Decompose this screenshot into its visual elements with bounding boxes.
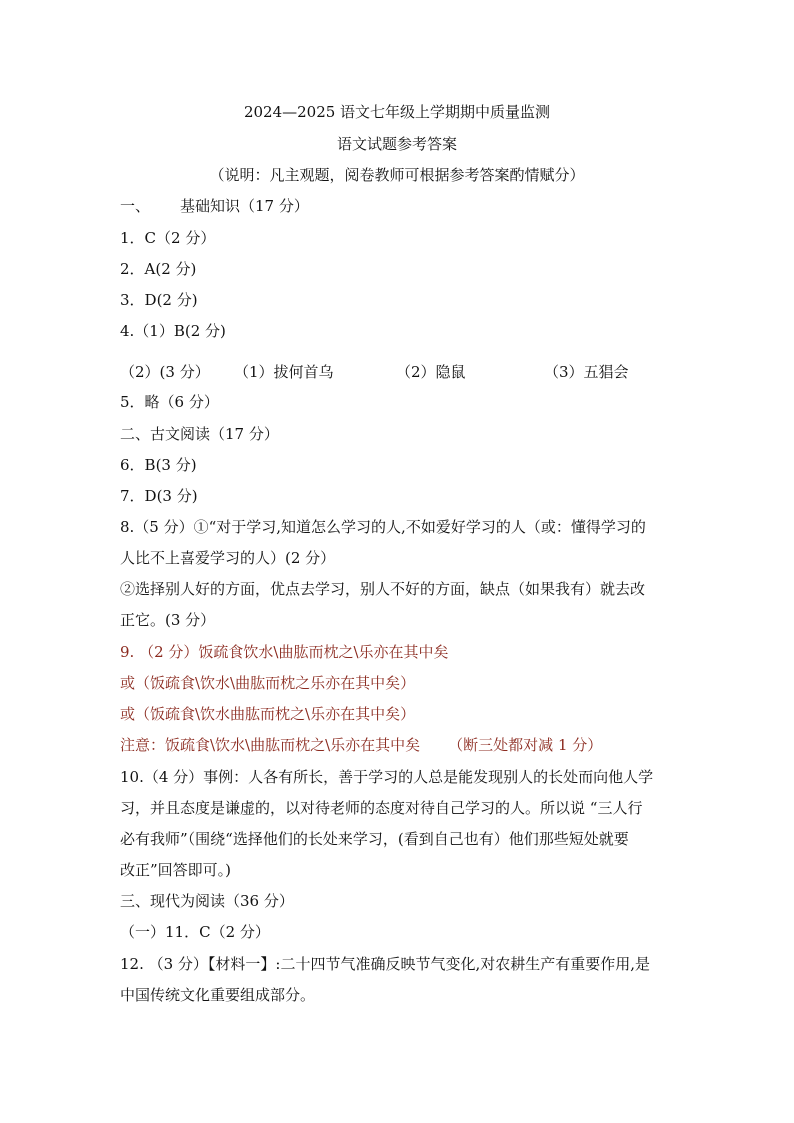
answer-q8-line3: ②选择别人好的方面，优点去学习，别人不好的方面，缺点（如果我有）就去改	[120, 580, 646, 598]
answer-q8-line2: 人比不上喜爱学习的人）(2 分）	[120, 549, 336, 567]
answer-q9-line2: 或（饭疏食\饮水\曲肱而枕之乐亦在其中矣）	[120, 674, 416, 692]
answer-q11: （一）11．C（2 分）	[120, 923, 270, 941]
answer-q8-line4: 正它。(3 分）	[120, 611, 216, 629]
answer-q1: 1．C（2 分）	[120, 229, 216, 247]
answer-q8-line1: 8.（5 分）①“对于学习,知道怎么学习的人,不如爱好学习的人（或：懂得学习的	[120, 518, 646, 536]
answer-q4-2-b: （2）隐鼠	[396, 363, 466, 381]
answer-q4-2-c: （3）五猖会	[544, 363, 629, 381]
answer-q2: 2．A(2 分)	[120, 260, 197, 278]
doc-note: （说明：凡主观题，阅卷教师可根据参考答案酌情赋分）	[209, 166, 585, 184]
answer-q10-line1: 10.（4 分）事例：人各有所长，善于学习的人总是能发现别人的长处而向他人学	[120, 768, 654, 786]
doc-title: 2024—2025 语文七年级上学期期中质量监测	[243, 103, 551, 121]
answer-q4-2-a: （1）拔何首乌	[234, 363, 334, 381]
answer-q6: 6．B(3 分)	[120, 456, 197, 474]
section2-heading: 二、古文阅读（17 分）	[120, 425, 279, 443]
answer-q9-line4	[120, 735, 602, 755]
section3-heading: 三、现代为阅读（36 分）	[120, 892, 294, 910]
section1-heading-num: 一、	[120, 197, 151, 215]
answer-q9-note: 注意：饭疏食\饮水\曲肱而枕之\乐亦在其中矣	[120, 736, 421, 754]
answer-q12-line2: 中国传统文化重要组成部分。	[120, 986, 316, 1004]
answer-q9-deduction: （断三处都对减 1 分）	[448, 736, 603, 754]
answer-q5: 5．略（6 分）	[120, 393, 219, 411]
answer-q9-line3: 或（饭疏食\饮水曲肱而枕之\乐亦在其中矣）	[120, 705, 416, 723]
section1-heading	[120, 196, 309, 216]
doc-subtitle: 语文试题参考答案	[336, 135, 457, 153]
answer-q4-2-label: （2）(3 分）	[120, 363, 210, 381]
answer-q9-line1: 9. （2 分）饭疏食饮水\曲肱而枕之\乐亦在其中矣	[120, 643, 449, 661]
section1-heading-text: 基础知识（17 分）	[180, 197, 309, 215]
answer-q4-1: 4.（1）B(2 分)	[120, 322, 226, 340]
answer-q7: 7．D(3 分)	[120, 487, 198, 505]
answer-q10-line2: 习，并且态度是谦虚的，以对待老师的态度对待自己学习的人。所以说 “三人行	[120, 799, 643, 817]
answer-q12-line1: 12. （3 分）【材料一】:二十四节气准确反映节气变化,对农耕生产有重要作用,是	[120, 955, 651, 973]
answer-q10-line3: 必有我师”（围绕“选择他们的长处来学习，(看到自己也有）他们那些短处就要	[120, 830, 629, 848]
answer-q10-line4: 改正”回答即可。)	[120, 861, 232, 879]
answer-q3: 3．D(2 分)	[120, 291, 198, 309]
